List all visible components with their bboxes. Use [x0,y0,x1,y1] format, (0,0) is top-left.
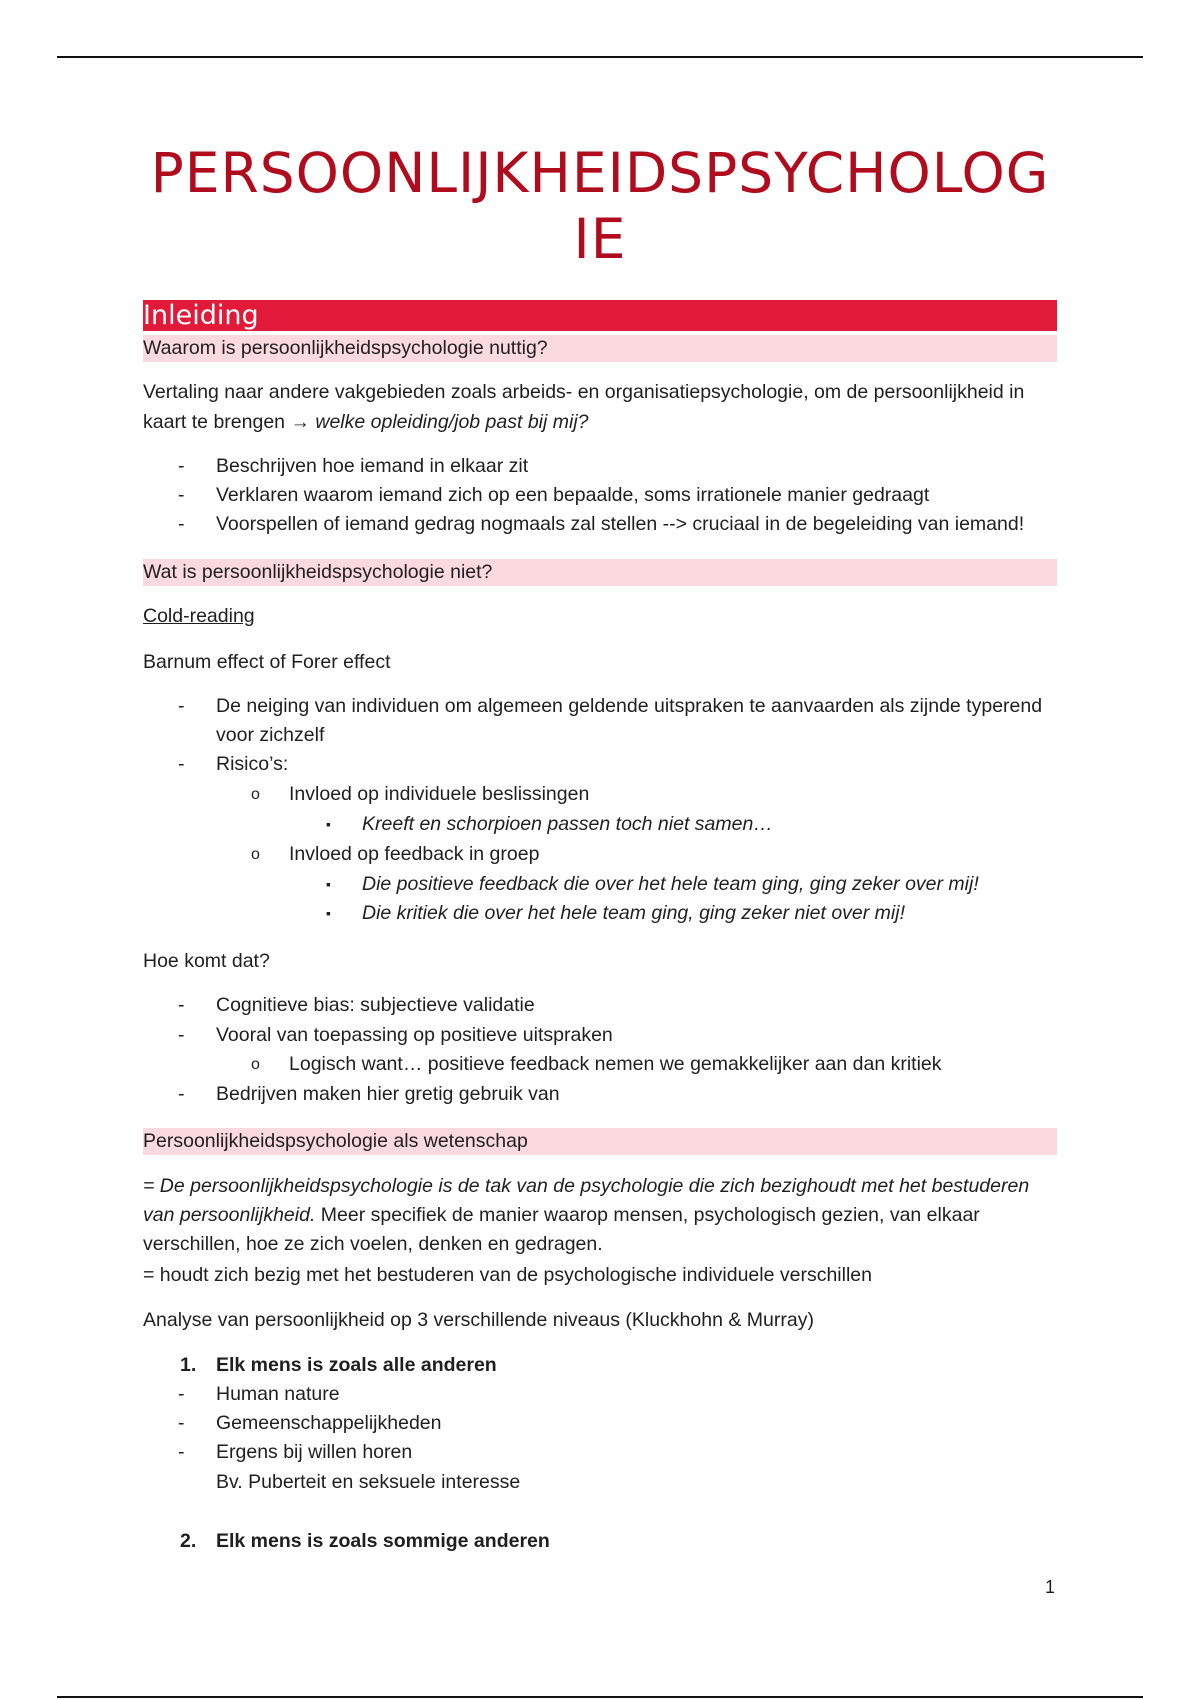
dash-marker: - [178,1441,185,1463]
list-item-text: Ergens bij willen horen [216,1441,413,1463]
definition-italic: = De persoonlijkheidspsychologie is de tak van de psychologie die zich bezighoudt met het bestuderen van persoonlijkheid. [143,1175,1030,1226]
list-item [178,991,1057,1020]
circle-marker: o [251,786,260,803]
page-number: 1 [1045,1577,1056,1597]
circle-marker: o [251,1056,260,1073]
square-marker: ▪ [326,816,331,832]
numbered-item-text: Elk mens is zoals alle anderen [216,1354,497,1376]
list-item-text: Beschrijven hoe iemand in elkaar zit [216,455,529,477]
list-item-text: Voorspellen of iemand gedrag nogmaals zal stellen --> cruciaal in de begeleiding van iemand! [216,513,1025,535]
list-item [326,810,1057,839]
list-item [178,1080,1057,1109]
document-title: PERSOONLIJKHEIDSPSYCHOLOGIE [150,141,1050,271]
paragraph-italic: welke opleiding/job past bij mij? [309,411,589,433]
numbered-item [180,1351,1057,1380]
dash-marker: - [178,994,185,1016]
list-item [326,899,1057,928]
heading-science: Persoonlijkheidspsychologie als wetenschap [143,1128,1057,1155]
dash-marker: - [178,695,185,717]
paragraph-barnum: Barnum effect of Forer effect [143,651,391,673]
list-item-text: Cognitieve bias: subjectieve validatie [216,994,535,1016]
square-marker: ▪ [326,905,331,921]
list-item-text: Die kritiek die over het hele team ging, ging zeker niet over mij! [362,902,906,924]
heading-inleiding: Inleiding [143,300,1057,331]
dash-marker: - [178,513,185,535]
paragraph-why: Hoe komt dat? [143,950,270,972]
list-item-text: Die positieve feedback die over het hele team ging, ging zeker over mij! [362,873,979,895]
list-item [178,510,1057,539]
number-marker: 1. [180,1354,197,1376]
list-item [178,1021,1057,1050]
list-item [178,1438,1057,1467]
list-item [178,452,1057,481]
square-marker: ▪ [326,876,331,892]
arrow-icon: → [290,411,310,433]
paragraph-text: Vertaling naar andere vakgebieden zoals arbeids- en organisatiepsychologie, om de persoonlijkheid in kaart te brengen [143,381,1025,433]
definition-text: Meer specifiek de manier waarop mensen, psychologisch gezien, van elkaar verschillen, hoe ze zich voelen, denken en gedragen. [143,1204,980,1255]
example-line: Bv. Puberteit en seksuele interesse [216,1471,521,1493]
list-item [178,481,1057,510]
dash-marker: - [178,1412,185,1434]
list-item [178,1409,1057,1438]
dash-marker: - [178,484,185,506]
footer-rule [57,1696,1143,1698]
list-item-text: Bedrijven maken hier gretig gebruik van [216,1083,560,1105]
paragraph-definition-2: = houdt zich bezig met het bestuderen van de psychologische individuele verschillen [143,1264,872,1286]
dash-marker: - [178,455,185,477]
list-item [178,750,1057,779]
list-item [251,840,1057,869]
numbered-item-text: Elk mens is zoals sommige anderen [216,1530,550,1552]
list-item [178,1380,1057,1409]
list-item-text: Gemeenschappelijkheden [216,1412,442,1434]
list-item-text: Invloed op individuele beslissingen [289,783,590,805]
subheading-cold-reading: Cold-reading [143,605,255,627]
list-item-text: De neiging van individuen om algemeen geldende uitspraken te aanvaarden als zijnde typerend voor zichzelf [216,695,1043,746]
list-item [326,870,1057,899]
list-item-text: Human nature [216,1383,340,1405]
header-rule [57,56,1143,58]
list-item-text: Invloed op feedback in groep [289,843,540,865]
circle-marker: o [251,846,260,863]
list-item-text: Verklaren waarom iemand zich op een bepaalde, soms irrationele manier gedraagt [216,484,930,506]
list-item-text: Logisch want… positieve feedback nemen we gemakkelijker aan dan kritiek [289,1053,942,1075]
paragraph-analysis: Analyse van persoonlijkheid op 3 verschillende niveaus (Kluckhohn & Murray) [143,1309,814,1331]
dash-marker: - [178,1024,185,1046]
heading-what-not: Wat is persoonlijkheidspsychologie niet? [143,559,1057,586]
dash-marker: - [178,1383,185,1405]
numbered-item [180,1527,1057,1556]
number-marker: 2. [180,1530,197,1552]
paragraph-translation [143,377,1057,437]
dash-marker: - [178,753,185,775]
list-item [251,780,1057,809]
dash-marker: - [178,1083,185,1105]
list-item [178,692,1057,750]
heading-why-useful: Waarom is persoonlijkheidspsychologie nuttig? [143,335,1057,362]
list-item-text: Kreeft en schorpioen passen toch niet samen… [362,813,773,835]
list-item-text: Risico’s: [216,753,289,775]
paragraph-definition [143,1172,1057,1259]
list-item [251,1050,1057,1079]
list-item-text: Vooral van toepassing op positieve uitspraken [216,1024,613,1046]
